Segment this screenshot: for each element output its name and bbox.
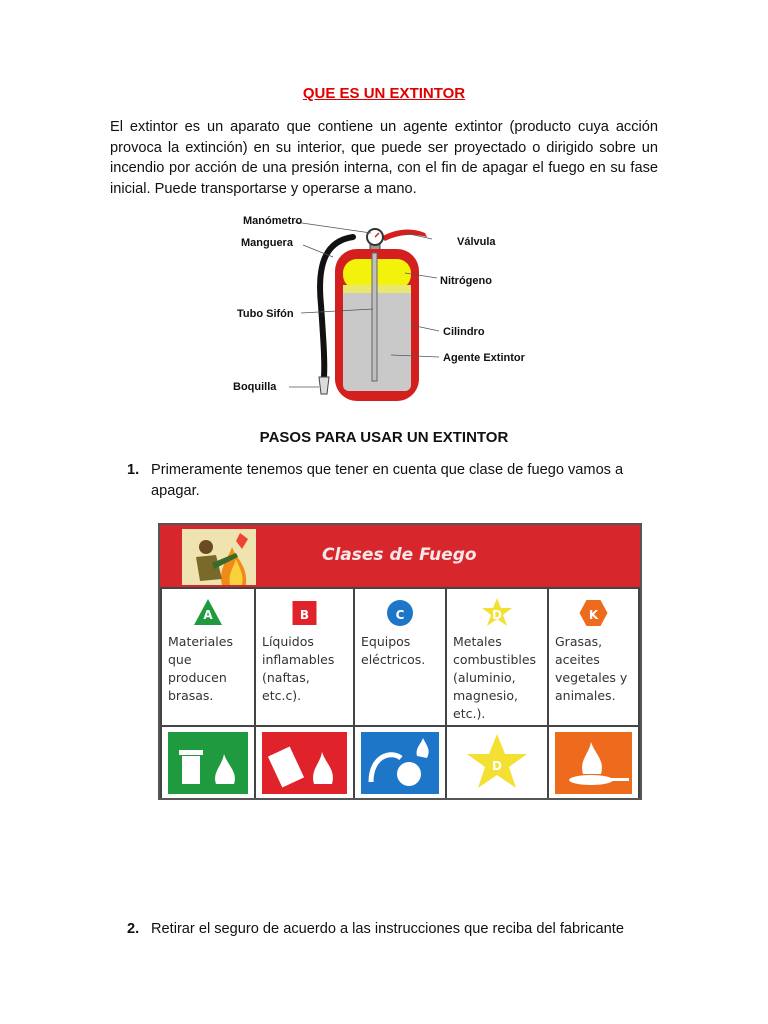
fire-classes-table bbox=[158, 523, 642, 800]
intro-paragraph: El extintor es un aparato que contiene un agente extintor (producto cuya acción provoca la extinción) en su interior, que puede ser proyectado o dirigido sobre un incendio por acción de una presión interna, con el fin de apagar el fuego en su fase inicial. Puede transportarse y operarse a mano. bbox=[110, 119, 658, 197]
section-heading: PASOS PARA USAR UN EXTINTOR bbox=[259, 429, 509, 446]
fire-class-cell-d bbox=[447, 589, 547, 725]
svg-text:C: C bbox=[395, 608, 405, 622]
fire-classes-title: Clases de Fuego bbox=[322, 545, 477, 565]
label-boquilla: Boquilla bbox=[233, 381, 277, 393]
fire-class-description: Líquidos inflamables (naftas, etc.c). bbox=[262, 634, 335, 703]
siphon-tube-shape bbox=[372, 253, 377, 381]
fire-class-cell-b bbox=[256, 589, 353, 725]
extinguisher-diagram bbox=[225, 205, 555, 415]
electric-plug-fire-icon bbox=[361, 732, 439, 794]
fire-class-pictogram-cell bbox=[447, 727, 547, 798]
fire-class-pictogram-cell bbox=[355, 727, 445, 798]
class-badge-b-icon bbox=[256, 597, 353, 629]
svg-text:D: D bbox=[492, 759, 502, 773]
step-text: Retirar el seguro de acuerdo a las instrucciones que reciba del fabricante bbox=[151, 921, 624, 937]
label-manguera: Manguera bbox=[241, 237, 293, 249]
label-cilindro: Cilindro bbox=[443, 326, 485, 338]
class-badge-k-icon bbox=[549, 597, 638, 629]
svg-text:K: K bbox=[588, 608, 599, 622]
fire-class-cell-a bbox=[162, 589, 254, 725]
label-agente-extintor: Agente Extintor bbox=[443, 352, 525, 364]
fire-class-description: Materiales que producen brasas. bbox=[168, 634, 233, 703]
trash-fire-icon bbox=[168, 732, 248, 794]
valve-handle-shape bbox=[381, 230, 427, 241]
label-manometro: Manómetro bbox=[243, 215, 303, 227]
fire-class-description: Equipos eléctricos. bbox=[361, 634, 426, 667]
firefighter-logo-icon bbox=[182, 529, 256, 585]
fire-class-description: Grasas, aceites vegetales y animales. bbox=[555, 634, 628, 703]
step-text: Primeramente tenemos que tener en cuenta que clase de fuego vamos a apagar. bbox=[151, 462, 624, 499]
svg-text:D: D bbox=[492, 608, 502, 622]
fire-class-cell-c bbox=[355, 589, 445, 725]
fire-class-description: Metales combustibles (aluminio, magnesio, etc.). bbox=[453, 634, 537, 721]
class-badge-a-icon bbox=[162, 597, 254, 629]
fire-classes-header bbox=[160, 525, 640, 587]
svg-text:B: B bbox=[299, 608, 310, 622]
page-title: QUE ES UN EXTINTOR bbox=[302, 85, 466, 102]
fire-classes-grid bbox=[160, 587, 640, 798]
fuel-can-fire-icon bbox=[262, 732, 347, 794]
class-badge-d-icon bbox=[447, 597, 547, 629]
nozzle-shape bbox=[319, 377, 329, 394]
label-nitrogeno: Nitrógeno bbox=[440, 275, 492, 287]
label-tubo-sifon: Tubo Sifón bbox=[237, 308, 294, 320]
step-number: 2. bbox=[127, 921, 140, 937]
frying-pan-fire-icon bbox=[555, 732, 632, 794]
fire-class-pictogram-cell bbox=[162, 727, 254, 798]
class-badge-c-icon bbox=[355, 597, 445, 629]
fire-class-pictogram-cell bbox=[256, 727, 353, 798]
svg-text:A: A bbox=[203, 608, 213, 622]
step-number: 1. bbox=[127, 462, 140, 478]
star-d-icon bbox=[453, 732, 541, 794]
label-valvula: Válvula bbox=[457, 236, 496, 248]
fire-class-cell-k bbox=[549, 589, 638, 725]
fire-class-pictogram-cell bbox=[549, 727, 638, 798]
